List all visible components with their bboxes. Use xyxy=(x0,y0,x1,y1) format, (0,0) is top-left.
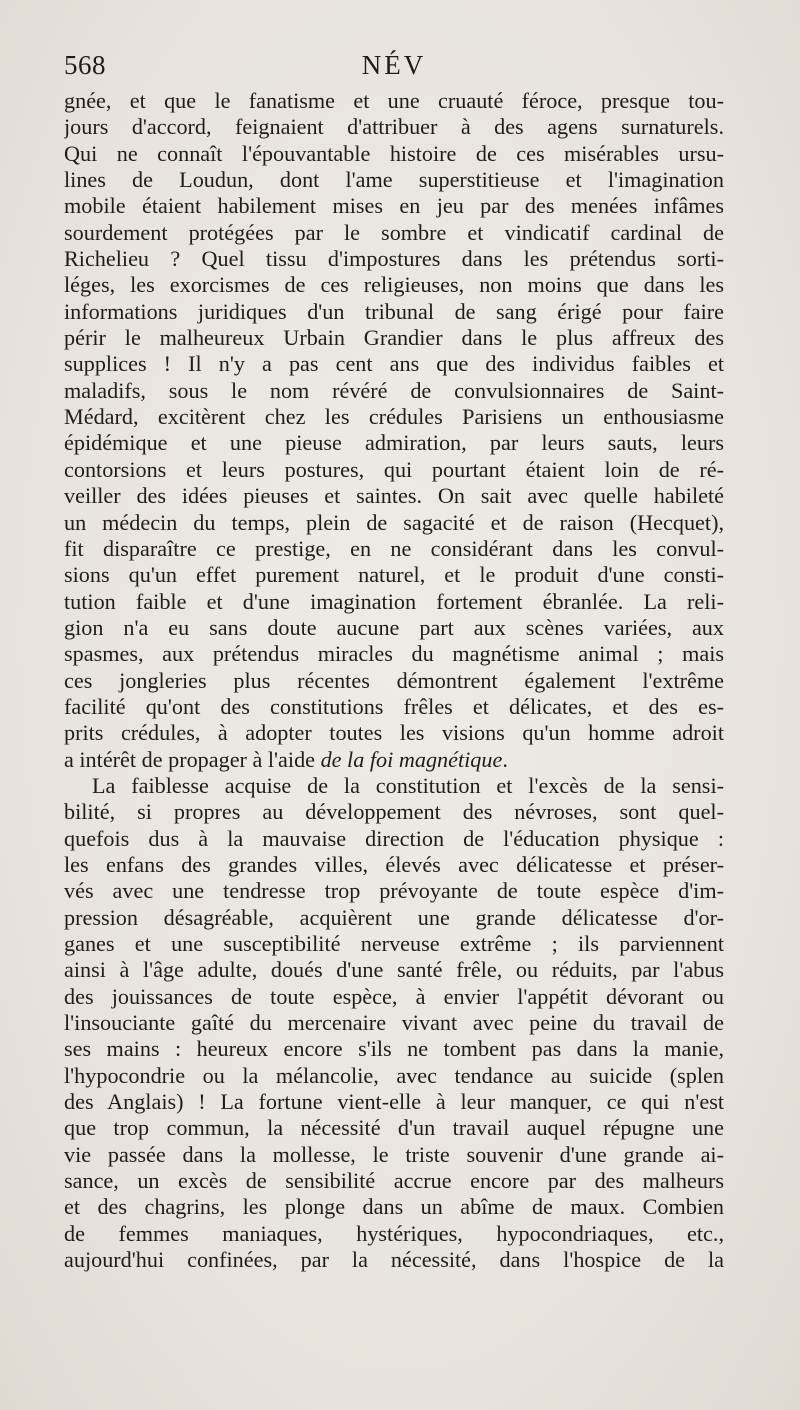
text-line: sions qu'un effet purement naturel, et le produit d'une consti- xyxy=(64,562,724,588)
text-line: Richelieu ? Quel tissu d'impostures dans les prétendus sorti- xyxy=(64,246,724,272)
paragraph xyxy=(64,773,724,1274)
text-line: contorsions et leurs postures, qui pourtant étaient loin de ré- xyxy=(64,456,724,482)
text-line: vie passée dans la mollesse, le triste souvenir d'une grande ai- xyxy=(64,1141,724,1167)
running-head: NÉV xyxy=(361,50,427,80)
text-line: périr le malheureux Urbain Grandier dans le plus affreux des xyxy=(64,325,724,351)
text-line: informations juridiques d'un tribunal de sang érigé pour faire xyxy=(64,298,724,324)
text-line: fit disparaître ce prestige, en ne considérant dans les convul- xyxy=(64,535,724,561)
text-line: facilité qu'ont des constitutions frêles et délicates, et des es- xyxy=(64,693,724,719)
paragraph xyxy=(64,88,724,773)
text-line: épidémique et une pieuse admiration, par leurs sauts, leurs xyxy=(64,430,724,456)
body-text xyxy=(64,88,724,1273)
text-line: supplices ! Il n'y a pas cent ans que des individus faibles et xyxy=(64,351,724,377)
text-line: La faiblesse acquise de la constitution et l'excès de la sensi- xyxy=(92,772,724,798)
text-line: aujourd'hui confinées, par la nécessité, dans l'hospice de la xyxy=(64,1247,724,1273)
text-line: spasmes, aux prétendus miracles du magnétisme animal ; mais xyxy=(64,641,724,667)
text-line: de femmes maniaques, hystériques, hypocondriaques, etc., xyxy=(64,1220,724,1246)
text-line: Qui ne connaît l'épouvantable histoire de ces misérables ursu- xyxy=(64,140,724,166)
text-line: ainsi à l'âge adulte, doués d'une santé frêle, ou réduits, par l'abus xyxy=(64,957,724,983)
text-run: . xyxy=(502,746,508,772)
text-line: ganes et une susceptibilité nerveuse extrême ; ils parviennent xyxy=(64,931,724,956)
text-line xyxy=(64,747,724,773)
text-line: vés avec une tendresse trop prévoyante de toute espèce d'im- xyxy=(64,878,724,904)
text-line: et des chagrins, les plonge dans un abîme de maux. Combien xyxy=(64,1194,724,1220)
text-line: veiller des idées pieuses et saintes. On sait avec quelle habileté xyxy=(64,483,724,509)
text-line: les enfans des grandes villes, élevés avec délicatesse et préser- xyxy=(64,851,724,877)
text-line: que trop commun, la nécessité d'un travail auquel répugne une xyxy=(64,1115,724,1141)
page-number: 568 xyxy=(64,50,106,80)
text-line: sance, un excès de sensibilité accrue encore par des malheurs xyxy=(64,1168,724,1194)
text-line: gnée, et que le fanatisme et une cruauté féroce, presque tou- xyxy=(64,88,724,113)
text-line: l'insouciante gaîté du mercenaire vivant avec peine du travail de xyxy=(64,1010,724,1036)
text-line: sourdement protégées par le sombre et vindicatif cardinal de xyxy=(64,219,724,245)
text-line: gion n'a eu sans doute aucune part aux scènes variées, aux xyxy=(64,614,724,640)
text-line: des Anglais) ! La fortune vient-elle à leur manquer, ce qui n'est xyxy=(64,1089,724,1115)
text-line: mobile étaient habilement mises en jeu par des menées infâmes xyxy=(64,193,724,219)
text-line: pression désagréable, acquièrent une grande délicatesse d'or- xyxy=(64,904,724,930)
text-run: a intérêt de propager à l'aide xyxy=(64,746,321,772)
text-line: quefois dus à la mauvaise direction de l'éducation physique : xyxy=(64,825,724,851)
italic-phrase: de la foi magnétique xyxy=(320,746,503,772)
text-line: tution faible et d'une imagination fortement ébranlée. La reli- xyxy=(64,588,724,614)
text-line: lines de Loudun, dont l'ame superstitieuse et l'imagination xyxy=(64,167,724,193)
text-line: prits crédules, à adopter toutes les visions qu'un homme adroit xyxy=(64,720,724,746)
text-line: ces jongleries plus récentes démontrent également l'extrême xyxy=(64,667,724,693)
text-line: jours d'accord, feignaient d'attribuer à des agens surnaturels. xyxy=(64,114,724,140)
text-line: un médecin du temps, plein de sagacité et de raison (Hecquet), xyxy=(64,509,724,535)
text-line: maladifs, sous le nom révéré de convulsionnaires de Saint- xyxy=(64,377,724,403)
text-line: Médard, excitèrent chez les crédules Parisiens un enthousiasme xyxy=(64,404,724,430)
text-line: des jouissances de toute espèce, à envier l'appétit dévorant ou xyxy=(64,983,724,1009)
text-line: ses mains : heureux encore s'ils ne tombent pas dans la manie, xyxy=(64,1036,724,1062)
text-line: l'hypocondrie ou la mélancolie, avec tendance au suicide (splen xyxy=(64,1062,724,1088)
text-line: bilité, si propres au développement des névroses, sont quel- xyxy=(64,799,724,825)
page-header xyxy=(64,50,724,84)
text-line: léges, les exorcismes de ces religieuses, non moins que dans les xyxy=(64,272,724,298)
